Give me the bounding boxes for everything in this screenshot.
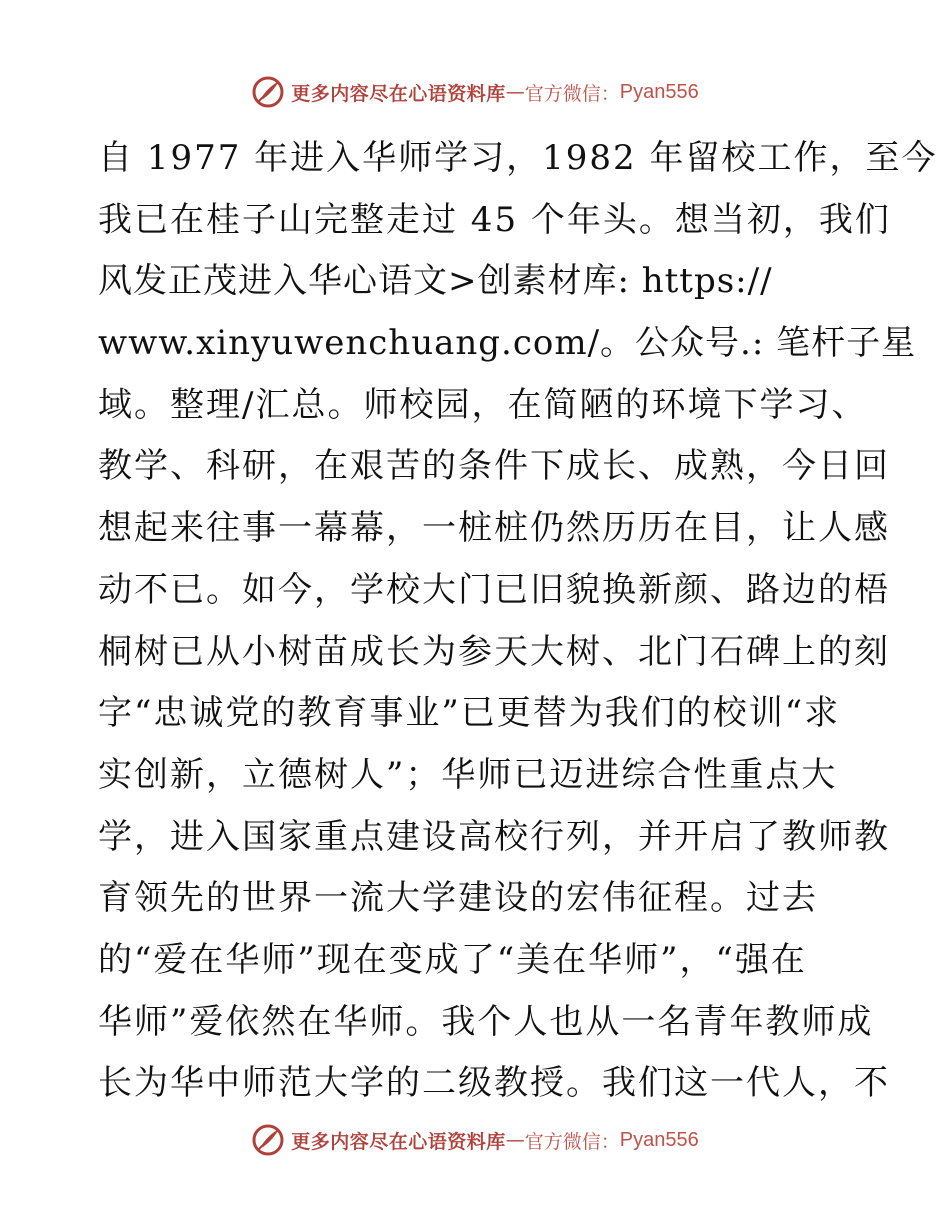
footer-banner-main: 更多内容尽在心语资料库 [291,1130,506,1153]
footer-banner-separator: — [505,1129,525,1151]
body-line-11: 实创新，立德树人”；华师已迈进综合性重点大 [98,754,838,795]
body-line-8: 动不已。如今，学校大门已旧貌换新颜、路边的梧 [98,569,890,610]
body-line-5: 域。整理/汇总。师校园，在简陋的环境下学习、 [98,384,868,425]
footer-banner-id: Pyan556 [619,1128,699,1151]
body-line-2: 我已在桂子山完整走过 45 个年头。想当初，我们 [98,199,891,240]
body-line-16: 长为华中师范大学的二级教授。我们这一代人，不 [98,1063,890,1104]
footer-banner-sub: 官方微信： [524,1130,620,1153]
header-banner-separator: — [505,81,525,103]
quill-pen-logo-icon [251,1123,285,1157]
quill-pen-logo-icon [251,75,285,109]
header-banner-main: 更多内容尽在心语资料库 [291,82,506,105]
body-line-14: 的“爱在华师”现在变成了“美在华师”，“强在 [98,939,807,980]
body-line-3: 风发正茂进入华心语文>创素材库: https:// [98,261,773,302]
body-line-1: 自 1977 年进入华师学习，1982 年留校工作，至今 [98,138,938,178]
body-line-13: 育领先的世界一流大学建设的宏伟征程。过去 [98,878,818,919]
body-line-7: 想起来往事一幕幕，一桩桩仍然历历在目，让人感 [98,508,890,549]
footer-banner [0,1118,950,1162]
body-line-15: 华师”爱依然在华师。我个人也从一名青年教师成 [98,1001,874,1042]
body-line-6: 教学、科研，在艰苦的条件下成长、成熟，今日回 [98,446,890,487]
header-banner-sub: 官方微信： [524,82,620,105]
body-line-4: www.xinyuwenchuang.com/。公众号.: 笔杆子星 [98,323,917,364]
body-line-9: 桐树已从小树苗成长为参天大树、北门石碑上的刻 [98,631,890,672]
header-banner-id: Pyan556 [619,80,699,103]
header-banner [0,70,950,114]
body-line-10: 字“忠诚党的教育事业”已更替为我们的校训“求 [98,693,841,734]
document-body [98,128,938,1115]
body-line-12: 学，进入国家重点建设高校行列，并开启了教师教 [98,816,890,857]
